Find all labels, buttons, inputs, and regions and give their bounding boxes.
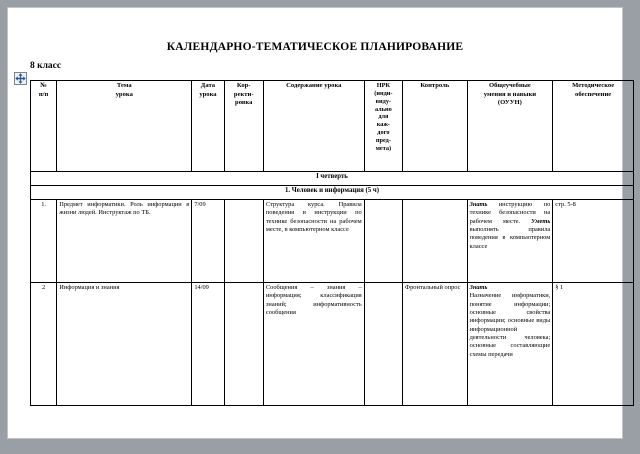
header-topic: Тема урока xyxy=(57,81,192,172)
cell-control xyxy=(403,200,468,283)
cell-nrk xyxy=(364,200,402,283)
header-method: Методическое обеспечение xyxy=(553,81,634,172)
skills-keyword-2: Уметь xyxy=(531,217,551,225)
table-row xyxy=(31,200,634,283)
table-row xyxy=(31,283,634,406)
cell-content: Сообщения – знания – информация; классификация знаний; информативность сообщения xyxy=(263,283,364,406)
cell-date: 14/09 xyxy=(192,283,224,406)
cell-control: Фронтальный опрос xyxy=(403,283,468,406)
cell-method: § 1 xyxy=(553,283,634,406)
cell-number: 1. xyxy=(31,200,57,283)
skills-text: Назначение информатики, понятие информации; основные свойства информации; основные виды информационной деятельности человека; основные составляющие схемы передачи xyxy=(469,292,551,358)
cell-correction xyxy=(224,200,263,283)
header-content: Содержание урока xyxy=(263,81,364,172)
header-correction: Кор- ректи- ровка xyxy=(224,81,263,172)
header-nrk: НРК (инди- виду- ально для каж- дого пред- мета) xyxy=(364,81,402,172)
cell-date: 7/09 xyxy=(192,200,224,283)
skills-keyword: Знать xyxy=(469,201,488,208)
table-move-handle-icon[interactable] xyxy=(14,72,27,85)
cell-topic: Предмет информатики. Роль информации в жизни людей. Инструктаж по ТБ. xyxy=(57,200,192,283)
cell-number: 2 xyxy=(31,283,57,406)
table-header-row xyxy=(31,81,634,172)
header-number: № п/п xyxy=(31,81,57,172)
skills-text-2: выполнять правила поведения в компьютерном классе xyxy=(469,225,551,250)
section-label: 1. Человек и информация (5 ч) xyxy=(31,186,634,200)
header-control: Контроль xyxy=(403,81,468,172)
cell-topic: Информация и знания xyxy=(57,283,192,406)
header-skills: Общеучебные умения и навыки (ОУУН) xyxy=(467,81,553,172)
section-row xyxy=(31,186,634,200)
cell-correction xyxy=(224,283,263,406)
header-date: Дата урока xyxy=(192,81,224,172)
cell-content: Структура курса. Правила поведения и инструкции по технике безопасности на рабочем месте, в компьютерном классе xyxy=(263,200,364,283)
document-page xyxy=(8,8,622,438)
planning-table xyxy=(30,80,634,406)
cell-nrk xyxy=(364,283,402,406)
grade-label: 8 класс xyxy=(30,61,62,71)
skills-keyword: Знать xyxy=(469,284,488,291)
quarter-row xyxy=(31,172,634,186)
cell-skills xyxy=(467,200,553,283)
quarter-label: I четверть xyxy=(31,172,634,186)
page-title: КАЛЕНДАРНО-ТЕМАТИЧЕСКОЕ ПЛАНИРОВАНИЕ xyxy=(166,41,464,53)
cell-method: стр. 5-8 xyxy=(553,200,634,283)
cell-skills xyxy=(467,283,553,406)
skills-text: инструкцию по технике безопасности на рабочем месте. xyxy=(469,201,551,225)
